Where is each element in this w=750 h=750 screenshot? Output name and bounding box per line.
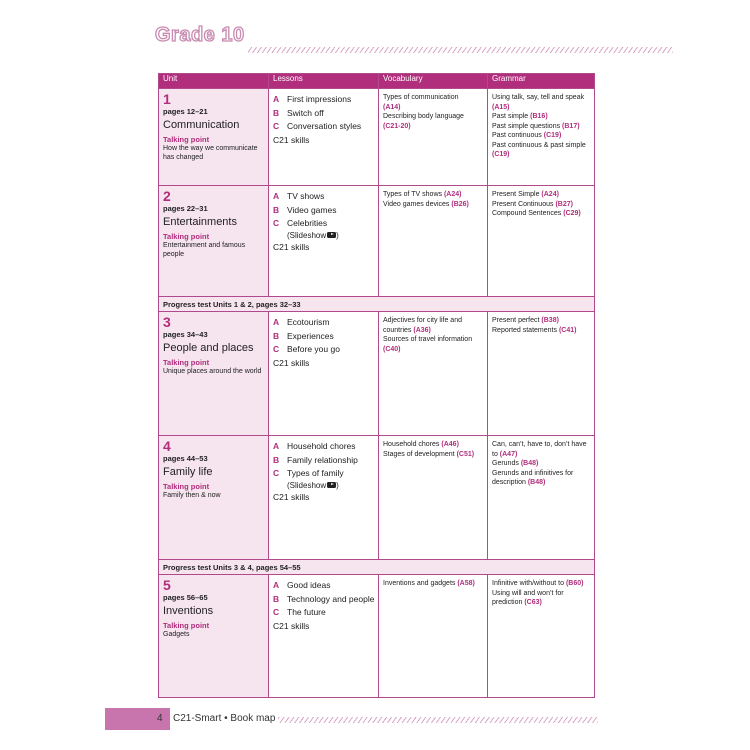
header-grammar: Grammar xyxy=(488,74,595,89)
talking-point-label: Talking point xyxy=(163,232,210,241)
vocabulary-cell xyxy=(379,312,488,436)
lesson-label: Conversation styles xyxy=(287,121,362,131)
lesson-item xyxy=(273,217,375,241)
lesson-label: Experiences xyxy=(287,330,334,341)
vocab-text: Types of communication xyxy=(383,94,459,101)
grammar-ref: (C19) xyxy=(492,151,510,158)
lesson-item xyxy=(273,120,375,134)
lesson-letter: A xyxy=(273,317,280,327)
vocabulary-cell xyxy=(379,89,488,186)
grammar-ref: (B48) xyxy=(520,460,539,467)
vocabulary-cell xyxy=(379,186,488,297)
lesson-label: Ecotourism xyxy=(287,317,330,327)
vocab-ref: (B26) xyxy=(451,200,469,208)
grammar-item xyxy=(492,190,591,200)
vocab-text: Inventions and gadgets xyxy=(383,580,456,587)
lesson-letter: A xyxy=(273,94,280,104)
vocab-ref: (C51) xyxy=(456,450,475,458)
talking-point-text: Entertainment and famous people xyxy=(163,242,246,258)
page-title: Grade 10 xyxy=(155,24,245,46)
grammar-text: Present perfect xyxy=(492,317,540,324)
vocab-ref: (C21-20) xyxy=(383,122,411,130)
progress-test-row xyxy=(159,297,595,312)
vocab-text: Describing body language xyxy=(383,113,464,120)
unit-row xyxy=(159,436,595,560)
grammar-item xyxy=(492,103,591,113)
grammar-ref: (B17) xyxy=(562,122,580,130)
grammar-ref: (C63) xyxy=(524,599,542,606)
lessons-cell xyxy=(269,575,379,698)
lesson-letter: C xyxy=(273,218,280,228)
grammar-cell xyxy=(488,186,595,297)
lesson-body xyxy=(287,93,351,107)
grammar-text: Past simple xyxy=(492,113,529,120)
header-lessons: Lessons xyxy=(269,74,379,89)
vocab-text: Adjectives for city life and countries xyxy=(383,317,462,334)
grammar-ref: (B48) xyxy=(527,479,546,486)
grammar-ref: (B38) xyxy=(541,317,559,324)
grammar-cell xyxy=(488,575,595,698)
footer-hatch-divider xyxy=(278,717,598,723)
lesson-letter: C xyxy=(273,344,280,354)
unit-number: 4 xyxy=(163,438,171,454)
unit-number: 5 xyxy=(163,577,171,593)
vocab-ref: (C40) xyxy=(383,345,401,353)
grammar-text: Can, can’t, have to, don’t have to xyxy=(492,441,587,458)
vocab-ref: (A58) xyxy=(457,580,475,587)
talking-point-label: Talking point xyxy=(163,135,210,144)
grammar-text: Past continuous xyxy=(492,132,542,139)
grammar-text: Past simple questions xyxy=(492,122,561,130)
lesson-letter: B xyxy=(273,107,280,118)
lesson-sub-text: (Slideshow xyxy=(287,230,327,240)
grammar-item xyxy=(492,459,591,469)
lesson-item xyxy=(273,190,375,204)
lesson-item xyxy=(273,204,375,218)
lesson-item xyxy=(273,330,375,344)
unit-row xyxy=(159,89,595,186)
talking-point-text: Gadgets xyxy=(163,631,190,638)
c21-skills-label: C21 skills xyxy=(273,620,310,631)
lesson-item xyxy=(273,107,375,121)
table-body xyxy=(159,89,595,698)
lesson-label: TV shows xyxy=(287,191,325,201)
progress-test-row xyxy=(159,560,595,575)
c21-skills-label: C21 skills xyxy=(273,241,310,252)
unit-title: Inventions xyxy=(163,605,214,617)
grammar-item xyxy=(492,316,591,326)
grammar-ref: (B16) xyxy=(530,113,548,120)
vocab-item xyxy=(383,345,484,355)
lesson-label: Good ideas xyxy=(287,580,331,590)
lesson-body xyxy=(287,454,358,468)
grammar-cell xyxy=(488,312,595,436)
lesson-letter: A xyxy=(273,191,280,201)
grammar-item xyxy=(492,112,591,122)
vocab-item xyxy=(383,93,484,103)
lesson-sub xyxy=(287,231,339,241)
grammar-text: Using will and won’t for prediction xyxy=(492,589,564,606)
lesson-label: Family relationship xyxy=(287,454,358,465)
unit-row xyxy=(159,186,595,297)
lesson-letter: B xyxy=(273,454,280,465)
vocab-text: Household chores xyxy=(383,441,440,448)
vocab-ref: (A14) xyxy=(383,103,401,111)
grammar-item xyxy=(492,469,591,488)
unit-pages: pages 34–43 xyxy=(163,330,208,339)
lesson-sub-close: ) xyxy=(336,480,339,490)
talking-point-text: Family then & now xyxy=(163,492,221,499)
grammar-item xyxy=(492,141,591,151)
grammar-text: Present Simple xyxy=(492,191,540,198)
vocab-text: Stages of development xyxy=(383,450,455,458)
unit-cell xyxy=(159,186,269,297)
grammar-text: Reported statements xyxy=(492,326,557,334)
unit-cell xyxy=(159,312,269,436)
grammar-text: Gerunds xyxy=(492,460,519,467)
vocab-item xyxy=(383,440,484,450)
lesson-item xyxy=(273,467,375,491)
lesson-label: Before you go xyxy=(287,344,340,354)
grammar-ref: (C29) xyxy=(563,210,581,217)
unit-cell xyxy=(159,89,269,186)
lesson-sub-close: ) xyxy=(336,230,339,240)
unit-number: 1 xyxy=(163,91,171,107)
grammar-text: Present Continuous xyxy=(492,200,554,208)
grammar-ref: (A47) xyxy=(499,450,518,458)
talking-point-text: Unique places around the world xyxy=(163,368,262,375)
unit-cell xyxy=(159,575,269,698)
lesson-label: Video games xyxy=(287,204,337,215)
unit-title: Family life xyxy=(163,466,213,478)
lesson-body xyxy=(287,190,324,204)
lesson-item xyxy=(273,343,375,357)
lesson-item xyxy=(273,606,375,620)
grammar-text: Infinitive with/without to xyxy=(492,580,564,587)
lesson-body xyxy=(287,579,330,593)
grammar-item xyxy=(492,440,591,459)
lesson-label: The future xyxy=(287,607,326,617)
c21-skills-label: C21 skills xyxy=(273,491,310,502)
grammar-item xyxy=(492,131,591,141)
lesson-label: Types of family xyxy=(287,468,344,478)
lesson-body xyxy=(287,606,326,620)
grammar-cell xyxy=(488,436,595,560)
vocabulary-cell xyxy=(379,436,488,560)
lesson-sub-text: (Slideshow xyxy=(287,480,327,490)
lesson-body xyxy=(287,467,344,491)
grammar-item xyxy=(492,589,591,608)
slideshow-play-icon xyxy=(327,232,336,238)
lesson-letter: B xyxy=(273,330,280,341)
talking-point-text: How the way we communicate has changed xyxy=(163,145,258,161)
grammar-text: Using talk, say, tell and speak xyxy=(492,94,585,101)
grammar-ref: (B60) xyxy=(565,580,584,587)
lesson-label: Celebrities xyxy=(287,218,328,228)
c21-skills-label: C21 skills xyxy=(273,357,310,368)
grammar-text: Past continuous & past simple xyxy=(492,141,586,149)
vocab-item xyxy=(383,579,484,589)
table-header-row xyxy=(159,74,595,89)
c21-skills-label: C21 skills xyxy=(273,134,310,145)
vocabulary-cell xyxy=(379,575,488,698)
lesson-body xyxy=(287,204,336,218)
lesson-letter: A xyxy=(273,441,280,451)
lesson-letter: B xyxy=(273,204,280,215)
vocab-ref: (A46) xyxy=(441,441,459,448)
grammar-item xyxy=(492,93,591,103)
lesson-item xyxy=(273,93,375,107)
lesson-body xyxy=(287,316,330,330)
header-unit: Unit xyxy=(159,74,269,89)
unit-pages: pages 56–65 xyxy=(163,593,208,602)
vocab-item xyxy=(383,190,484,200)
unit-row xyxy=(159,312,595,436)
grammar-ref: (C19) xyxy=(543,132,562,139)
vocab-item xyxy=(383,200,484,210)
lessons-cell xyxy=(269,89,379,186)
progress-test-label: Progress test Units 3 & 4, pages 54–55 xyxy=(159,560,595,575)
lesson-item xyxy=(273,440,375,454)
lesson-body xyxy=(287,440,356,454)
lesson-body xyxy=(287,330,334,344)
vocab-item xyxy=(383,122,484,132)
grammar-item xyxy=(492,326,591,336)
grammar-ref: (A15) xyxy=(492,103,510,111)
lesson-body xyxy=(287,593,374,607)
lesson-sub xyxy=(287,481,344,491)
header-vocabulary: Vocabulary xyxy=(379,74,488,89)
vocab-ref: (A36) xyxy=(413,326,431,334)
lesson-letter: A xyxy=(273,580,280,590)
lessons-cell xyxy=(269,436,379,560)
lesson-item xyxy=(273,593,375,607)
vocab-ref: (A24) xyxy=(443,191,462,198)
grammar-ref: (A24) xyxy=(541,191,559,198)
lesson-letter: C xyxy=(273,607,280,617)
unit-title: Entertainments xyxy=(163,216,237,228)
lesson-letter: C xyxy=(273,468,280,478)
grammar-item xyxy=(492,579,591,589)
unit-pages: pages 22–31 xyxy=(163,204,208,213)
progress-test-label: Progress test Units 1 & 2, pages 32–33 xyxy=(159,297,595,312)
lesson-body xyxy=(287,217,339,241)
grammar-ref: (B27) xyxy=(555,200,573,208)
lesson-item xyxy=(273,579,375,593)
talking-point-label: Talking point xyxy=(163,621,210,630)
lesson-body xyxy=(287,120,361,134)
vocab-text: Sources of travel information xyxy=(383,336,473,343)
lesson-item xyxy=(273,316,375,330)
grammar-item xyxy=(492,200,591,210)
grammar-item xyxy=(492,122,591,132)
grammar-text: Compound Sentences xyxy=(492,210,562,217)
vocab-item xyxy=(383,450,484,460)
vocab-item xyxy=(383,335,484,345)
grammar-text: Gerunds and infinitives for description xyxy=(492,469,574,486)
lesson-label: First impressions xyxy=(287,94,352,104)
title-hatch-divider xyxy=(248,47,673,53)
unit-cell xyxy=(159,436,269,560)
lessons-cell xyxy=(269,312,379,436)
lesson-item xyxy=(273,454,375,468)
grammar-item xyxy=(492,209,591,219)
unit-number: 2 xyxy=(163,188,171,204)
footer-text: C21-Smart • Book map xyxy=(173,713,276,724)
vocab-text: Types of TV shows xyxy=(383,191,443,198)
unit-title: Communication xyxy=(163,119,240,131)
vocab-item xyxy=(383,316,484,335)
talking-point-label: Talking point xyxy=(163,358,210,367)
slideshow-play-icon xyxy=(327,482,336,488)
unit-number: 3 xyxy=(163,314,171,330)
page-number: 4 xyxy=(157,713,163,724)
lesson-letter: C xyxy=(273,121,280,131)
book-map-table xyxy=(158,73,595,698)
vocab-item xyxy=(383,112,484,122)
unit-pages: pages 44–53 xyxy=(163,454,208,463)
vocab-item xyxy=(383,103,484,113)
grammar-item xyxy=(492,150,591,160)
lesson-body xyxy=(287,343,340,357)
grammar-cell xyxy=(488,89,595,186)
lessons-cell xyxy=(269,186,379,297)
talking-point-label: Talking point xyxy=(163,482,210,491)
lesson-label: Technology and people xyxy=(287,593,375,604)
lesson-body xyxy=(287,107,324,121)
unit-row xyxy=(159,575,595,698)
lesson-letter: B xyxy=(273,593,280,604)
lesson-label: Household chores xyxy=(287,441,356,451)
unit-pages: pages 12–21 xyxy=(163,107,208,116)
unit-title: People and places xyxy=(163,342,254,354)
lesson-label: Switch off xyxy=(287,107,324,118)
grammar-ref: (C41) xyxy=(558,326,577,334)
vocab-text: Video games devices xyxy=(383,200,450,208)
